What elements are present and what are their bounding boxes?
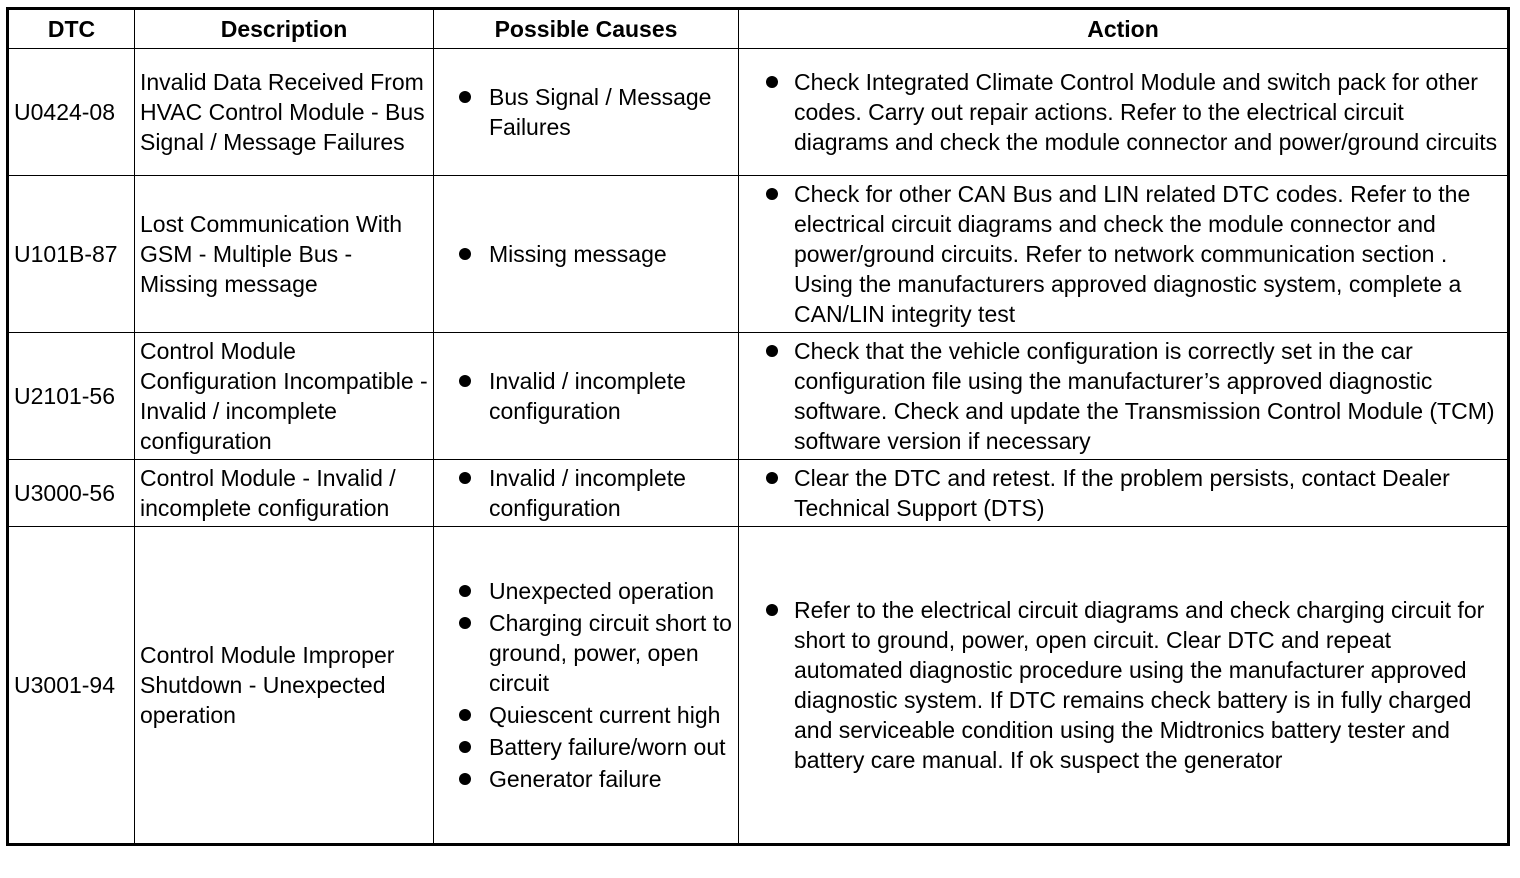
action-cell (739, 49, 1509, 176)
header-row (8, 9, 1509, 49)
cause-item: Unexpected operation (439, 576, 733, 606)
table-row (8, 527, 1509, 845)
causes-cell (434, 176, 739, 333)
causes-cell (434, 527, 739, 845)
causes-cell (434, 333, 739, 460)
header-possible-causes: Possible Causes (434, 9, 739, 49)
cause-item: Generator failure (439, 764, 733, 794)
causes-cell (434, 460, 739, 527)
dtc-table-container (6, 7, 1510, 846)
table-row (8, 176, 1509, 333)
description-cell: Control Module Configuration Incompatible - Invalid / incomplete configuration (135, 333, 434, 460)
cause-item: Battery failure/worn out (439, 732, 733, 762)
table-row (8, 460, 1509, 527)
dtc-table (6, 7, 1510, 846)
action-item: Refer to the electrical circuit diagrams and check charging circuit for short to ground, power, open circuit. Clear DTC and repeat automated diagnostic procedure using the manufacturer approved diagnostic system. If DTC remains check battery is in fully charged and serviceable condition using the Midtronics battery tester and battery care manual. If ok suspect the generator (744, 595, 1502, 775)
action-item: Check Integrated Climate Control Module and switch pack for other codes. Carry out repair actions. Refer to the electrical circuit diagrams and check the module connector and power/ground circuits (744, 67, 1502, 157)
table-row (8, 333, 1509, 460)
action-item: Clear the DTC and retest. If the problem persists, contact Dealer Technical Support (DTS) (744, 463, 1502, 523)
cause-item: Missing message (439, 239, 733, 269)
table-row (8, 49, 1509, 176)
dtc-code: U0424-08 (8, 49, 135, 176)
cause-item: Invalid / incomplete configuration (439, 366, 733, 426)
action-item: Check that the vehicle configuration is correctly set in the car configuration file using the manufacturer’s approved diagnostic software. Check and update the Transmission Control Module (TCM) software version if necessary (744, 336, 1502, 456)
header-dtc: DTC (8, 9, 135, 49)
dtc-code: U3001-94 (8, 527, 135, 845)
description-cell: Control Module - Invalid / incomplete configuration (135, 460, 434, 527)
dtc-code: U2101-56 (8, 333, 135, 460)
action-item: Check for other CAN Bus and LIN related DTC codes. Refer to the electrical circuit diagrams and check the module connector and power/ground circuits. Refer to network communication section . Using the manufacturers approved diagnostic system, complete a CAN/LIN integrity test (744, 179, 1502, 329)
dtc-code: U101B-87 (8, 176, 135, 333)
header-action: Action (739, 9, 1509, 49)
cause-item: Invalid / incomplete configuration (439, 463, 733, 523)
header-description: Description (135, 9, 434, 49)
action-cell (739, 460, 1509, 527)
cause-item: Bus Signal / Message Failures (439, 82, 733, 142)
description-cell: Lost Communication With GSM - Multiple Bus - Missing message (135, 176, 434, 333)
cause-item: Quiescent current high (439, 700, 733, 730)
action-cell (739, 333, 1509, 460)
action-cell (739, 527, 1509, 845)
description-cell: Control Module Improper Shutdown - Unexpected operation (135, 527, 434, 845)
action-cell (739, 176, 1509, 333)
causes-cell (434, 49, 739, 176)
description-cell: Invalid Data Received From HVAC Control Module - Bus Signal / Message Failures (135, 49, 434, 176)
dtc-code: U3000-56 (8, 460, 135, 527)
cause-item: Charging circuit short to ground, power, open circuit (439, 608, 733, 698)
